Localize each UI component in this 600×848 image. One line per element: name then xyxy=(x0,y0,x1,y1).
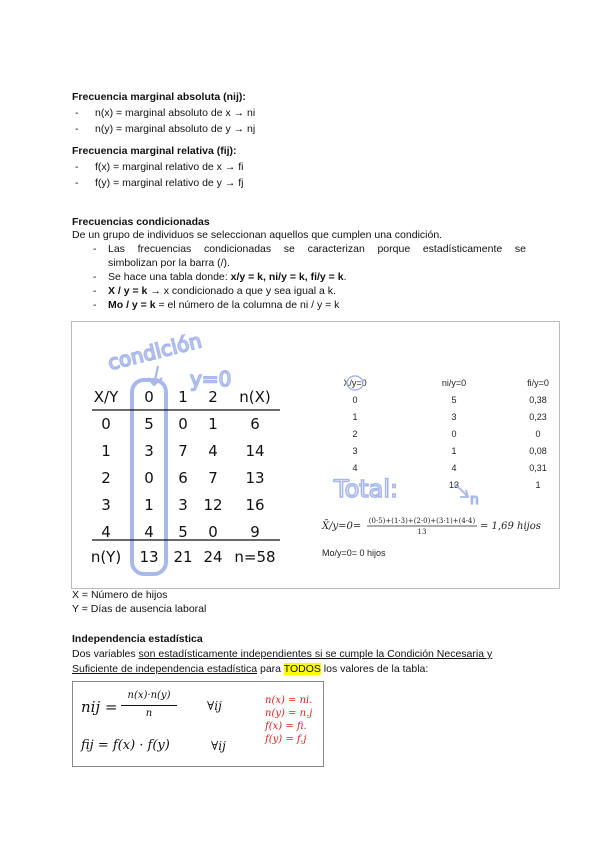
text: los valores de la tabla: xyxy=(320,663,429,675)
section-title-marginal-relativa: Frecuencia marginal relativa (fij): xyxy=(72,145,237,157)
table-cell: 1 xyxy=(208,415,218,433)
example-figure-svg xyxy=(72,322,559,588)
table-footer-cell: 24 xyxy=(203,548,223,566)
red-notation xyxy=(265,694,312,746)
text-underlined: Suficiente de independencia estadística xyxy=(72,663,258,675)
conditional-cell: 1 xyxy=(451,446,457,456)
forall-symbol: ∀ij xyxy=(211,739,226,753)
formula-nij-numerator: n(x)·n(y) xyxy=(127,690,171,701)
list-item-4 xyxy=(108,299,339,311)
mean-rhs: = 1,69 hijos xyxy=(480,521,541,532)
conditional-table xyxy=(343,378,549,490)
text: → x condicionado a que y sea igual a k. xyxy=(147,285,336,297)
independence-formula-box xyxy=(72,681,324,767)
table-cell: 0 xyxy=(208,523,218,541)
paragraph-line-1 xyxy=(72,648,492,660)
list-item: f(y) = marginal relativo de y → fj xyxy=(95,177,244,189)
mean-denominator: 13 xyxy=(417,528,427,536)
bullet-dash: - xyxy=(75,177,79,189)
section-title-marginal-absoluta: Frecuencia marginal absoluta (nij): xyxy=(72,91,246,103)
conditional-cell: 3 xyxy=(352,446,358,456)
table-header-cell: 0 xyxy=(144,388,154,406)
list-item: f(x) = marginal relativo de x → fi xyxy=(95,161,244,173)
list-item-1-cont: simbolizan por la barra (/). xyxy=(108,257,230,269)
table-cell: 7 xyxy=(178,442,188,460)
text-underlined: son estadísticamente independientes si se cumple la Condición Necesaria y xyxy=(138,648,493,660)
table-cell: 0 xyxy=(178,415,188,433)
handwritten-total: Total: xyxy=(334,475,399,503)
list-item-2 xyxy=(108,271,346,283)
table-cell: 9 xyxy=(250,523,260,541)
conditional-cell: 5 xyxy=(451,395,457,405)
table-cell: 1 xyxy=(101,442,111,460)
mean-lhs: X̄/y=0= xyxy=(322,521,362,532)
text-highlighted: TODOS xyxy=(283,663,321,675)
mean-numerator: (0·5)+(1·3)+(2·0)+(3·1)+(4·4) xyxy=(368,517,476,525)
paragraph-line-2 xyxy=(72,663,428,675)
section-title-independencia: Independencia estadística xyxy=(72,633,203,645)
bullet-dash: - xyxy=(93,299,97,311)
bullet-dash: - xyxy=(93,271,97,283)
handwritten-arrow-icon xyxy=(454,484,468,497)
red-line: f(x) = fi. xyxy=(265,721,307,732)
conditional-cell: 0,08 xyxy=(529,446,547,456)
bullet-dash: - xyxy=(75,123,79,135)
table-footer-cell: 13 xyxy=(139,548,159,566)
table-cell: 1 xyxy=(144,496,154,514)
table-footer-cell: 21 xyxy=(173,548,193,566)
table-cell: 5 xyxy=(144,415,154,433)
conditional-cell: 0,23 xyxy=(529,412,547,422)
conditional-cell: 4 xyxy=(451,463,457,473)
joint-frequency-table xyxy=(91,388,280,566)
conditional-header-cell: fi/y=0 xyxy=(527,378,549,388)
table-cell: 2 xyxy=(101,469,111,487)
bullet-dash: - xyxy=(75,161,79,173)
table-cell: 7 xyxy=(208,469,218,487)
table-cells xyxy=(91,388,276,566)
paragraph-intro: De un grupo de individuos se seleccionan aquellos que cumplen una condición. xyxy=(72,229,443,241)
text: para xyxy=(257,663,284,675)
bullet-dash: - xyxy=(93,285,97,297)
red-line: f(y) = f.j xyxy=(265,734,307,745)
conditional-cell: 0 xyxy=(451,429,457,439)
conditional-cell: 2 xyxy=(352,429,358,439)
table-cell: 3 xyxy=(101,496,111,514)
formula-nij-lhs: nij = xyxy=(81,698,118,716)
table-cell: 14 xyxy=(245,442,265,460)
formula-fij: fij = f(x) · f(y) xyxy=(81,738,170,753)
table-cell: 6 xyxy=(250,415,260,433)
table-cell: 12 xyxy=(203,496,223,514)
table-cell: 0 xyxy=(144,469,154,487)
red-line: n(x) = ni. xyxy=(265,695,313,706)
table-header-cell: 1 xyxy=(178,388,188,406)
formula-nij-denominator: n xyxy=(145,708,153,719)
text-bold: X / y = k xyxy=(108,285,148,297)
list-item-3 xyxy=(108,285,336,297)
table-cell: 4 xyxy=(208,442,218,460)
legend-x: X = Número de hijos xyxy=(72,589,168,601)
table-cell: 3 xyxy=(144,442,154,460)
conditional-header-cell: X/y=0 xyxy=(343,378,367,388)
conditional-header-cell: ni/y=0 xyxy=(441,378,467,388)
table-cell: 3 xyxy=(178,496,188,514)
conditional-cell: 0 xyxy=(535,429,541,439)
table-header-cell: X/Y xyxy=(93,388,119,406)
conditional-cell: 0 xyxy=(352,395,358,405)
bullet-dash: - xyxy=(75,107,79,119)
legend-y: Y = Días de ausencia laboral xyxy=(72,603,207,615)
conditional-cell: 3 xyxy=(451,412,457,422)
mode-text: Mo/y=0= 0 hijos xyxy=(322,548,386,558)
text: Se hace una tabla donde: xyxy=(108,271,231,283)
handwritten-n: n xyxy=(470,492,479,508)
conditional-cell: 1 xyxy=(352,412,358,422)
conditional-cell: 4 xyxy=(352,463,358,473)
table-header-cell: 2 xyxy=(208,388,218,406)
table-cell: 5 xyxy=(178,523,188,541)
red-line: n(y) = n.j xyxy=(265,708,313,719)
bullet-dash: - xyxy=(93,243,97,255)
list-item-1: Las frecuencias condicionadas se caracterizan porque estadísticamente se xyxy=(108,243,526,255)
list-item: n(x) = marginal absoluto de x → ni xyxy=(95,107,256,119)
table-cell: 4 xyxy=(144,523,154,541)
section-title-condicionadas: Frecuencias condicionadas xyxy=(72,216,210,228)
conditional-cell: 13 xyxy=(448,480,460,490)
mean-formula xyxy=(321,517,541,536)
conditional-cell: 0,31 xyxy=(529,463,547,473)
text: = el número de la columna de ni / y = k xyxy=(155,299,340,311)
table-cell: 0 xyxy=(101,415,111,433)
text-bold: Mo / y = k xyxy=(108,299,156,311)
text-bold: x/y = k, ni/y = k, fi/y = k xyxy=(230,271,344,283)
text: . xyxy=(343,271,347,283)
text: Dos variables xyxy=(72,648,139,660)
table-cell: 6 xyxy=(178,469,188,487)
table-footer-cell: n(Y) xyxy=(90,548,122,566)
handwritten-condicion: condición xyxy=(105,328,204,375)
conditional-cell: 0,38 xyxy=(529,395,547,405)
table-cell: 13 xyxy=(245,469,265,487)
list-item: n(y) = marginal absoluto de y → nj xyxy=(95,123,256,135)
conditional-cell: 1 xyxy=(535,480,541,490)
table-footer-cell: n=58 xyxy=(234,548,276,566)
handwritten-y-equals-0: y=0 xyxy=(190,367,232,391)
forall-symbol: ∀ij xyxy=(207,699,222,713)
table-cell: 16 xyxy=(245,496,265,514)
example-figure xyxy=(71,321,560,589)
table-header-cell: n(X) xyxy=(239,388,271,406)
table-cell: 4 xyxy=(101,523,111,541)
fraction-bar xyxy=(121,705,177,706)
